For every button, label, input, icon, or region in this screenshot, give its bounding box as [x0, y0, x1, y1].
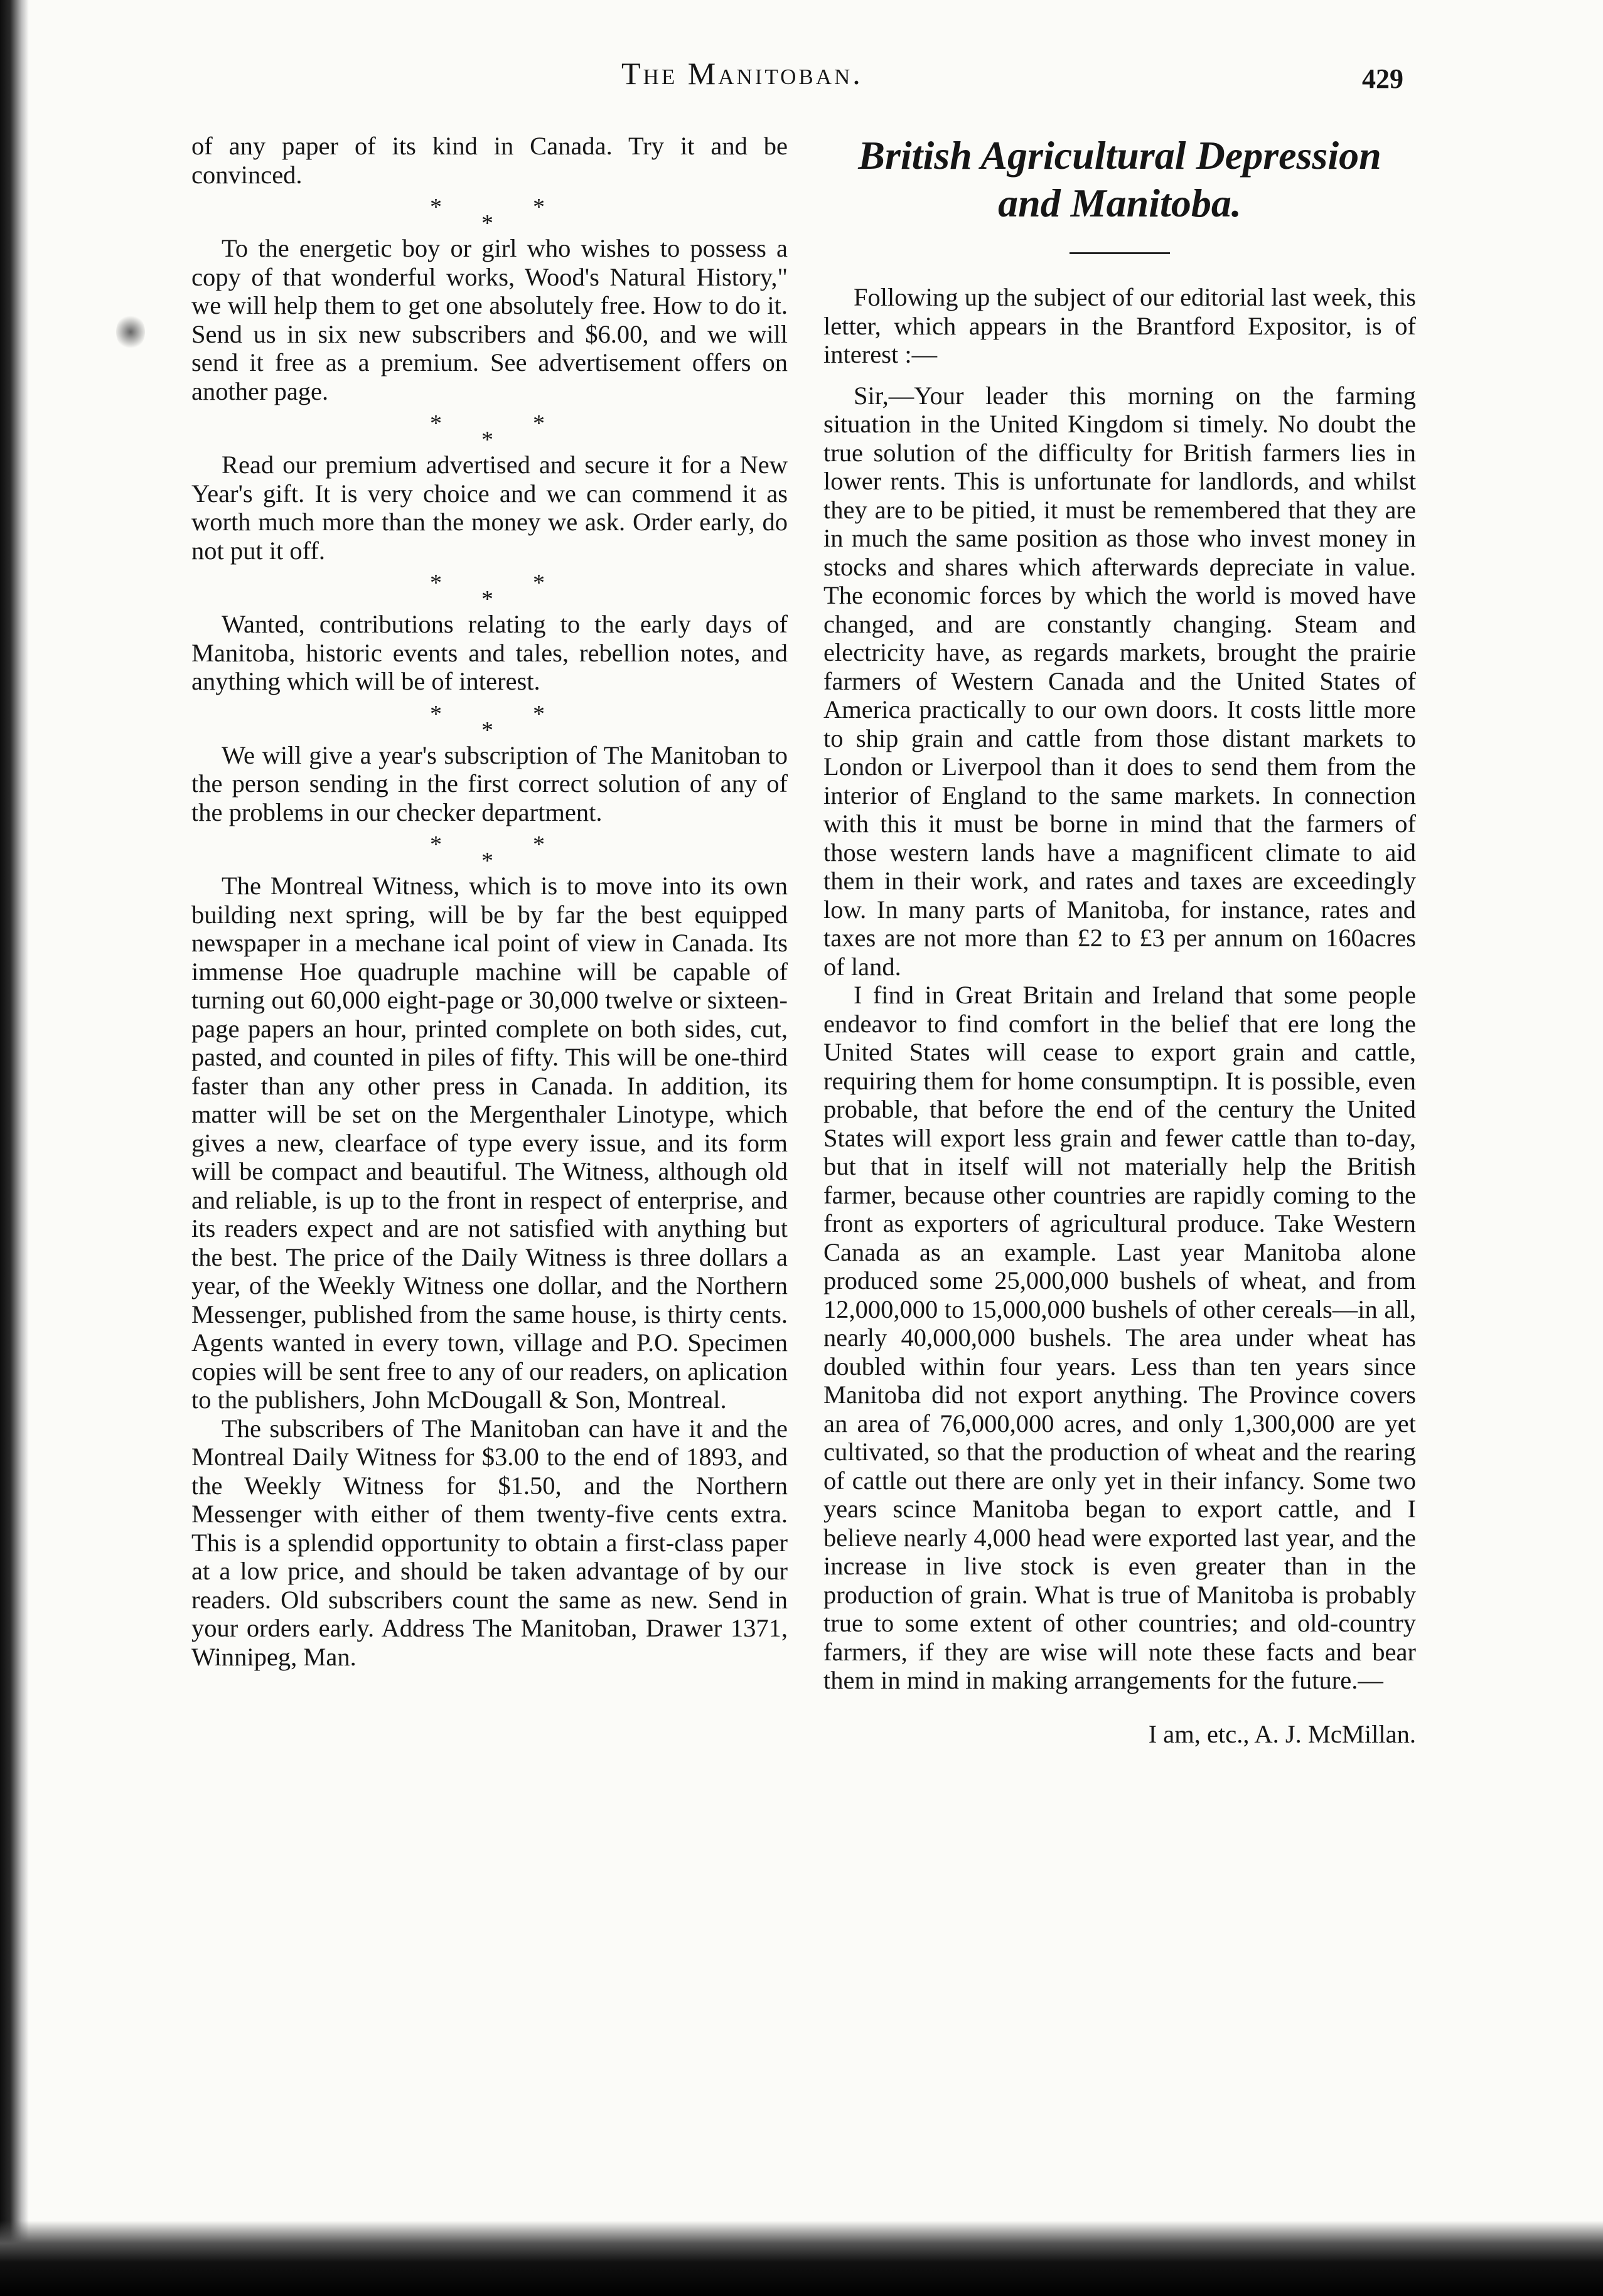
paragraph-subscription-tail: of any paper of its kind in Canada. Try it and be convinced.: [191, 132, 788, 189]
scan-edge-left: [0, 0, 29, 2296]
paragraph-subscription-clubbing: The subscribers of The Manitoban can have it and the Montreal Daily Witness for $3.00 to the end of 1893, and the Weekly Witness for $1.50, and the Northern Messenger with either of them twenty-five cents extra. This is a splendid opportunity to obtain a first-class paper at a low price, and should be taken advantage of by our readers. Old subscribers count the same as new. Send in your orders early. Address The Manitoban, Drawer 1371, Winnipeg, Man.: [191, 1414, 788, 1671]
left-column: [191, 132, 788, 1671]
page-number: 429: [1362, 63, 1403, 94]
star-ornament: * * *: [430, 831, 545, 874]
scan-edge-bottom: [0, 2221, 1603, 2296]
paragraph-contributions-wanted: Wanted, contributions relating to the early days of Manitoba, historic events and tales, rebellion notes, and anything which will be of interest.: [191, 610, 788, 695]
star-ornament: * * *: [430, 570, 545, 612]
paragraph-montreal-witness: The Montreal Witness, which is to move into its own building next spring, will be by far the best equipped newspaper in a mechane ical point of view in Canada. Its immense Hoe quadruple machine will be capable of turning out 60,000 eight-page or 30,000 twelve or sixteen-page papers an hour, printed complete on both sides, cut, pasted, and counted in piles of fifty. This will be one-third faster than any other press in Canada. In addition, its matter will be set on the Mergenthaler Linotype, which gives a new, clearface of type every issue, and its form will be compact and beautiful. The Witness, although old and reliable, is up to the front in respect of enterprise, and its readers expect and are not satisfied with anything but the best. The price of the Daily Witness is three dollars a year, of the Weekly Witness one dollar, and the Northern Messenger, published from the same house, is thirty cents. Agents wanted in every town, village and P.O. Specimen copies will be sent free to any of our readers, on aplication to the publishers, John McDougall & Son, Montreal.: [191, 872, 788, 1414]
letter-paragraph: I find in Great Britain and Ireland that some people endeavor to find comfort in the belief that ere long the United States will cease to export grain and cattle, requiring them for home consumptipn. It is possible, even probable, that before the end of the century the United States will export less grain and fewer cattle than to-day, but that in itself will not materially help the British farmer, because other countries are rapidly coming to the front as exporters of agricultural produce. Take Western Canada as an example. Last year Manitoba alone produced some 25,000,000 bushels of wheat, and from 12,000,000 to 15,000,000 bushels of other cereals—in all, nearly 40,000,000 bushels. The area under wheat has doubled within four years. Less than ten years since Manitoba did not export anything. The Province covers an area of 76,000,000 acres, and only 1,300,000 are yet cultivated, so that the production of wheat and the rearing of cattle out there are only yet in their infancy. Some two years scince Manitoba began to export cattle, and I believe nearly 4,000 head were exported last year, and the increase in live stock is even greater than in the production of grain. What is true of Manitoba is probably true to some extent of other countries; and old-country farmers, if they are wise will note these facts and bear them in mind in making arrangements for the future.—: [823, 981, 1416, 1694]
headline-rule: [1070, 252, 1170, 254]
star-ornament: * * *: [430, 410, 545, 453]
running-head: The Manitoban.: [621, 56, 863, 91]
ink-smudge: [116, 314, 145, 350]
right-column: [823, 132, 1416, 1748]
paragraph-natural-history-offer: To the energetic boy or girl who wishes to possess a copy of that wonderful works, Wood's Natural History," we will help them to get one absolutely free. How to do it. Send us in six new subscribers and $6.00, and we will send it free as a premium. See advertisement offers on another page.: [191, 234, 788, 405]
paragraph-premium: Read our premium advertised and secure it for a New Year's gift. It is very choice and we can commend it as worth much more than the money we ask. Order early, do not put it off.: [191, 451, 788, 565]
star-ornament: * * *: [430, 700, 545, 744]
letter-signature: I am, etc., A. J. McMillan.: [1148, 1719, 1416, 1748]
paragraph-checker-offer: We will give a year's subscription of The Manitoban to the person sending in the first correct solution of any of the problems in our checker department.: [191, 740, 788, 826]
star-ornament: * * *: [430, 194, 545, 237]
letter-paragraph: Sir,—Your leader this morning on the farming situation in the United Kingdom si timely. No doubt the true solution of the difficulty for British farmers lies in lower rents. This is unfortunate for landlords, and whilst they are to be pitied, it must be remembered that they are in much the same position as those who invest money in stocks and shares which afterwards depreciate in value. The economic forces by which the world is moved have changed, and are constantly changing. Steam and electricity have, as regards markets, brought the prairie farmers of Western Canada and the United States of America practically to our own doors. It costs little more to ship grain and cattle from those distant markets to London or Liverpool than it does to send them from the interior of England to the same markets. In connection with this it must be borne in mind that the farmers of those western lands have a magnificent climate to aid them in their work, and rates and taxes are exceedingly low. In many parts of Manitoba, for instance, rates and taxes are not more than £2 to £3 per annum on 160acres of land.: [823, 381, 1416, 981]
article-intro: Following up the subject of our editorial last week, this letter, which appears in the Brantford Expositor, is of interest :—: [823, 283, 1416, 368]
article-headline: British Agricultural Depression and Manitoba.: [858, 133, 1381, 225]
